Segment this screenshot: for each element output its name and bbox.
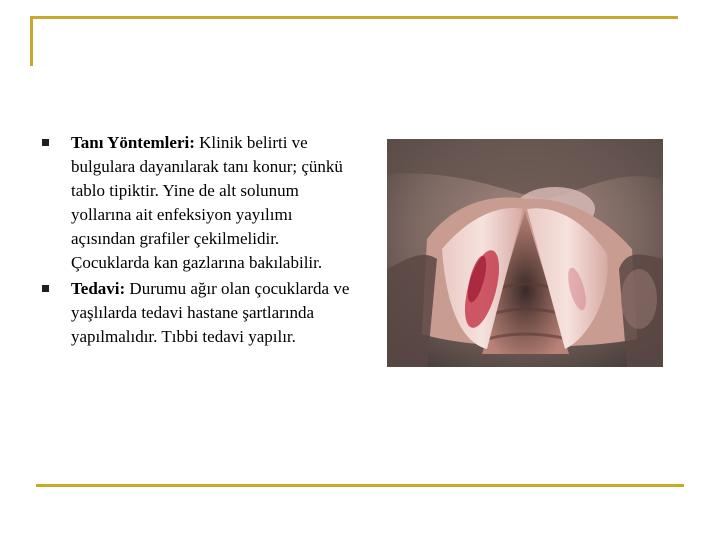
bullet-term: Tanı Yöntemleri: [71,133,195,152]
frame-top-line [30,16,678,19]
square-bullet-icon [42,285,49,292]
bullet-item-diagnosis [40,131,360,275]
frame-bottom-line [36,484,684,487]
larynx-endoscopy-photo [387,139,663,367]
bullet-term: Tedavi: [71,279,126,298]
bullet-list [40,131,360,351]
bullet-item-treatment [40,277,360,349]
bullet-text [71,277,360,349]
frame-left-line [30,16,33,66]
bullet-text [71,131,360,275]
bullet-body: Klinik belirti ve bulgulara dayanılarak tanı konur; çünkü tablo tipiktir. Yine de alt solunum yollarına ait enfeksiyon yayılımı açısından grafiler çekilmelidir. Çocuklarda kan gazlarına bakılabilir. [71,133,343,272]
bullet-body: Durumu ağır olan çocuklarda ve yaşlılarda tedavi hastane şartlarında yapılmalıdır. Tıbbi tedavi yapılır. [71,279,350,346]
square-bullet-icon [42,139,49,146]
